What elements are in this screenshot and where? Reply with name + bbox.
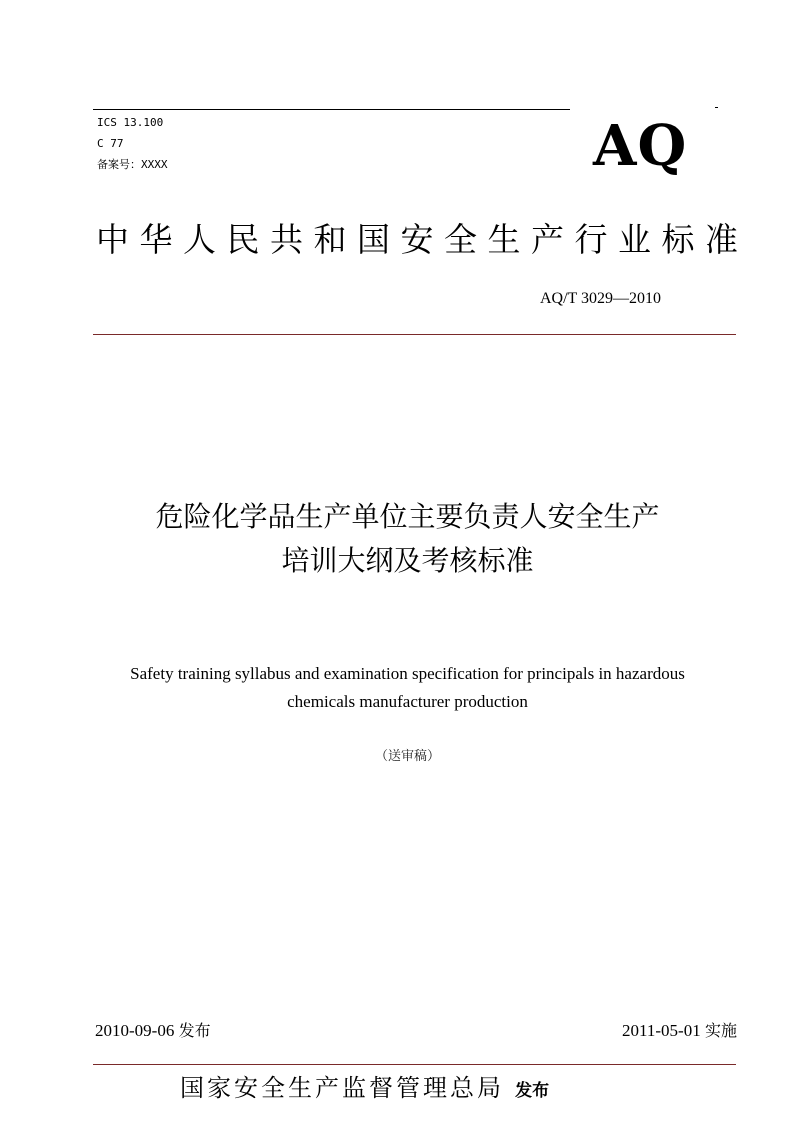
ccs-code: C 77 [97, 137, 124, 150]
title-en-line-2: chemicals manufacturer production [287, 692, 528, 711]
footer-divider [93, 1064, 736, 1065]
title-divider [93, 334, 736, 335]
document-title-en [60, 660, 755, 716]
title-en-line-1: Safety training syllabus and examination specification for principals in hazardous [130, 664, 685, 683]
title-cn-line-2: 培训大纲及考核标准 [281, 544, 534, 577]
classification-codes [97, 112, 168, 175]
document-title-cn [60, 495, 755, 583]
issue-date [95, 1019, 211, 1043]
title-cn-line-1: 危险化学品生产单位主要负责人安全生产 [155, 500, 660, 533]
draft-status: （送审稿） [374, 749, 440, 764]
record-number: 备案号：XXXX [97, 158, 168, 171]
ics-code: ICS 13.100 [97, 116, 164, 129]
issue-date-value: 2010-09-06 [95, 1021, 175, 1040]
header-rule [93, 109, 570, 110]
aq-logo: AQ [593, 113, 688, 179]
industry-standard-title: 中华人民共和国安全生产行业标准 [96, 220, 749, 259]
implementation-date-label: 实施 [704, 1021, 737, 1040]
implementation-date-value: 2011-05-01 [622, 1021, 701, 1040]
logo-mark-dot [715, 107, 718, 108]
publisher-name: 国家安全生产监督管理总局 [180, 1074, 504, 1102]
standard-number: AQ/T 3029—2010 [540, 290, 662, 307]
implementation-date [622, 1019, 737, 1043]
publisher-action: 发布 [515, 1081, 550, 1101]
issue-date-label: 发布 [178, 1021, 211, 1040]
publisher [180, 1070, 549, 1109]
